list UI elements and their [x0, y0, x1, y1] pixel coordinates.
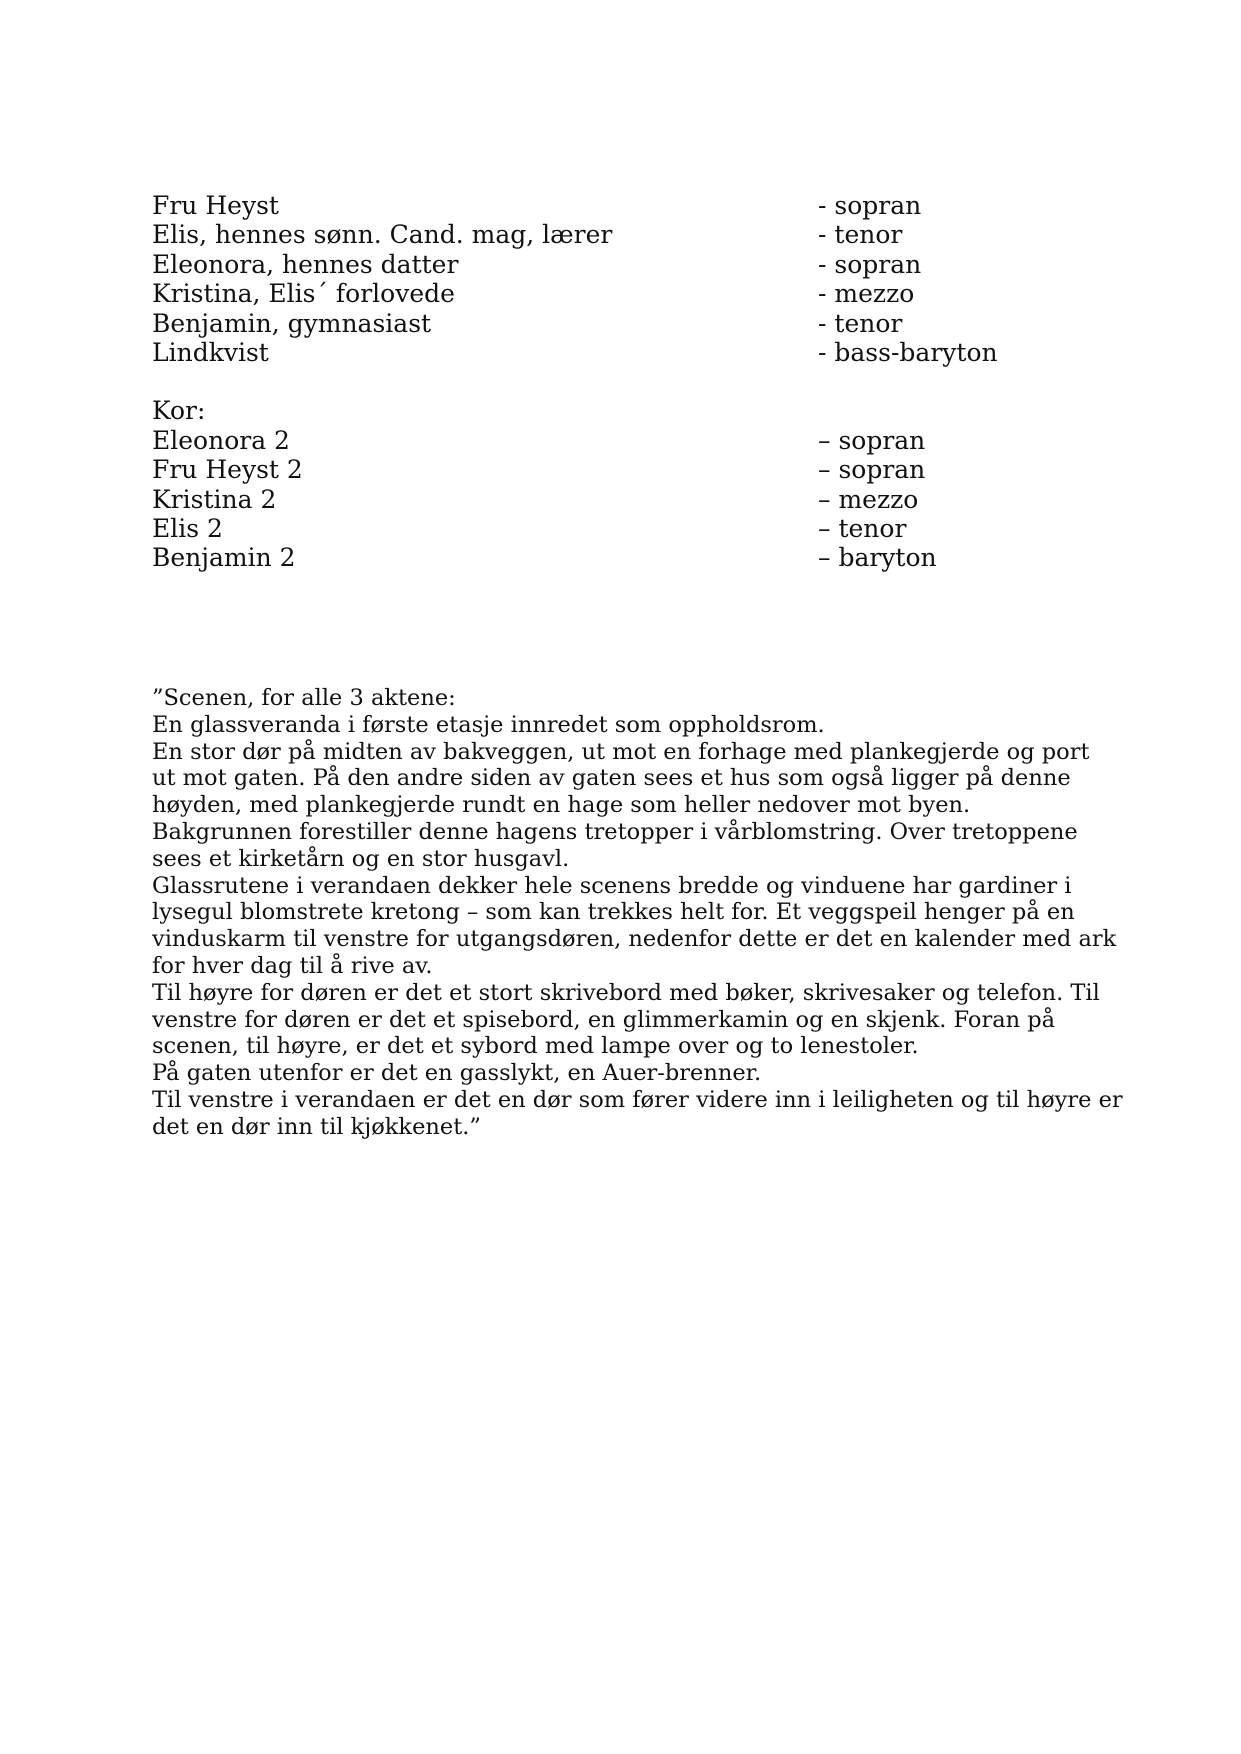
cast-row: [152, 191, 1052, 220]
stage-line: Glassrutene i verandaen dekker hele scenens bredde og vinduene har gardiner i: [152, 872, 1072, 899]
kor-row: [152, 426, 1052, 455]
stage-line: På gaten utenfor er det en gasslykt, en Auer-brenner.: [152, 1060, 762, 1087]
cast-row: [152, 309, 1052, 338]
kor-voice: – sopran: [818, 455, 926, 485]
kor-role: Elis 2: [152, 514, 223, 544]
stage-description: [152, 685, 1123, 1141]
kor-voice: – sopran: [818, 425, 926, 455]
stage-line: scenen, til høyre, er det et sybord med lampe over og to lenestoler.: [152, 1033, 919, 1060]
cast-voice: - bass-baryton: [818, 338, 998, 368]
cast-voice: - sopran: [818, 249, 922, 279]
cast-row: [152, 250, 1052, 279]
kor-voice: – mezzo: [818, 484, 919, 514]
kor-heading: [152, 396, 1052, 425]
cast-voice: - tenor: [818, 220, 903, 250]
stage-line: høyden, med plankegjerde rundt en hage som heller nedover mot byen.: [152, 792, 971, 819]
stage-line: det en dør inn til kjøkkenet.”: [152, 1113, 481, 1140]
kor-row: [152, 455, 1052, 484]
stage-line: ”Scenen, for alle 3 aktene:: [152, 685, 456, 711]
kor-role: Benjamin 2: [152, 543, 296, 573]
stage-line: ut mot gaten. På den andre siden av gaten sees et hus som også ligger på denne: [152, 765, 1071, 792]
cast-role: Benjamin, gymnasiast: [152, 308, 432, 338]
cast-voice: - sopran: [818, 191, 922, 220]
stage-line: Bakgrunnen forestiller denne hagens tretopper i vårblomstring. Over tretoppene: [152, 818, 1078, 845]
cast-list: [152, 191, 1052, 573]
kor-role: Fru Heyst 2: [152, 455, 303, 485]
stage-line: venstre for døren er det et spisebord, en glimmerkamin og en skjenk. Foran på: [152, 1006, 1056, 1033]
cast-voice: - tenor: [818, 308, 903, 338]
cast-role: Elis, hennes sønn. Cand. mag, lærer: [152, 220, 613, 250]
cast-voice: - mezzo: [818, 279, 915, 309]
cast-row: [152, 279, 1052, 308]
stage-line: En glassveranda i første etasje innredet som oppholdsrom.: [152, 711, 825, 738]
kor-voice: – baryton: [818, 543, 937, 573]
cast-row: [152, 220, 1052, 249]
cast-row: [152, 338, 1052, 367]
stage-line: vinduskarm til venstre for utgangsdøren, nedenfor dette er det en kalender med ark: [152, 926, 1117, 953]
stage-line: Til høyre for døren er det et stort skrivebord med bøker, skrivesaker og telefon. Til: [152, 979, 1100, 1006]
cast-role: Lindkvist: [152, 338, 269, 368]
kor-row: [152, 543, 1052, 572]
stage-line: Til venstre i verandaen er det en dør som fører videre inn i leiligheten og til høyre er: [152, 1086, 1123, 1113]
stage-line: lysegul blomstrete kretong – som kan trekkes helt for. Et veggspeil henger på en: [152, 899, 1075, 926]
kor-role: Eleonora 2: [152, 425, 290, 455]
kor-voice: – tenor: [818, 514, 907, 544]
kor-row: [152, 485, 1052, 514]
kor-row: [152, 514, 1052, 543]
stage-line: En stor dør på midten av bakveggen, ut mot en forhage med plankegjerde og port: [152, 738, 1090, 765]
stage-line: sees et kirketårn og en stor husgavl.: [152, 845, 570, 872]
kor-heading-label: Kor:: [152, 396, 206, 426]
cast-role: Kristina, Elis´ forlovede: [152, 279, 455, 309]
cast-role: Fru Heyst: [152, 191, 279, 220]
cast-role: Eleonora, hennes datter: [152, 249, 459, 279]
stage-line: for hver dag til å rive av.: [152, 952, 433, 979]
kor-role: Kristina 2: [152, 484, 277, 514]
